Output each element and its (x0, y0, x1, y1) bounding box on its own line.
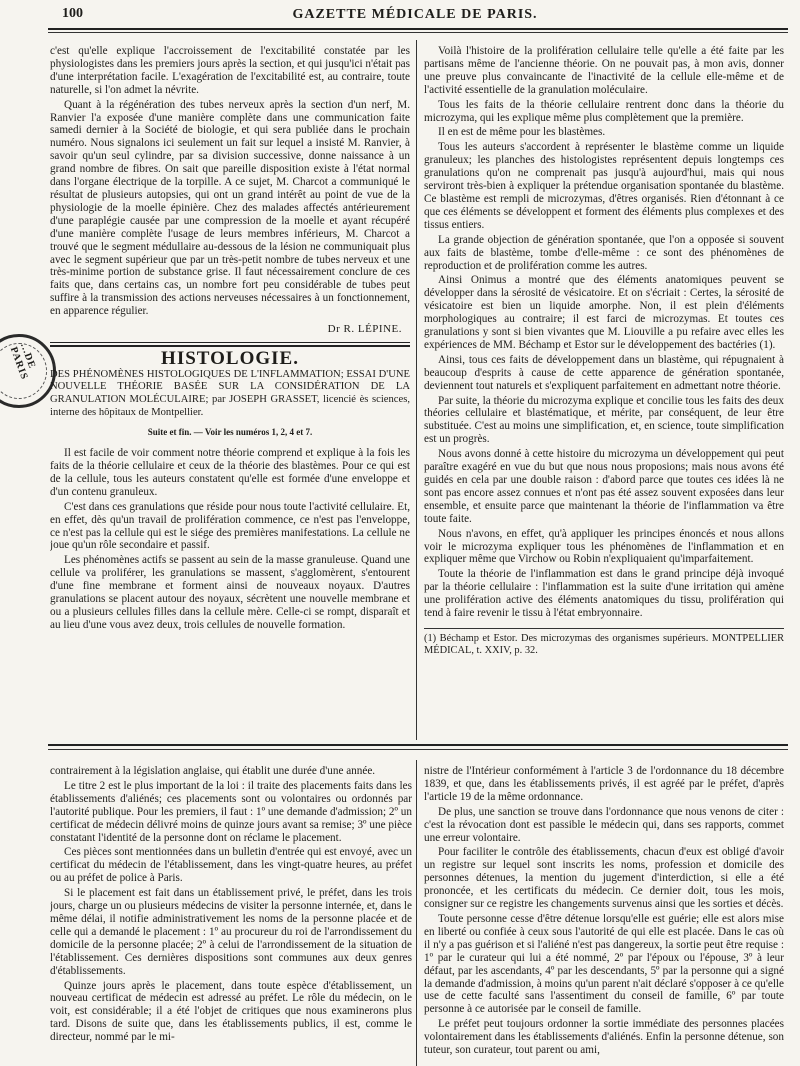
footnote-rule (424, 628, 784, 629)
paragraph: Il est facile de voir comment notre théorie comprend et explique à la fois les faits de la théorie cellulaire et ceux de la théorie des blastèmes. Pour ce qui est de la cellule, tous les auteurs constatent qu'elle est formée d'une enveloppe et d'un contenu granuleux. (50, 447, 410, 498)
paragraph: Ainsi Onimus a montré que des éléments anatomiques peuvent se développer dans la sérosité de vésicatoire. Et on s'écriait : Certes, la sérosité de vésicatoire est bien un liquide amorphe. Non, il est plein d'éléments morphologiques au contraire; il est farci de microzymas. Et toutes ces granulations y sont si bien vivantes que M. Liouville a pu refaire avec elles les expériences de MM. Béchamp et Estor sur le développement des bactéries (1). (424, 274, 784, 351)
page-number: 100 (62, 6, 83, 21)
paragraph: Par suite, la théorie du microzyma explique et concilie tous les faits des deux théories cellulaire et blastématique, et mérite, par conséquent, de leur être substituée. C'est au moins une simplification, et, en science, toute simplification est un progrès. (424, 394, 784, 446)
paragraph: Tous les auteurs s'accordent à représenter le blastème comme un liquide granuleux; les planches des histologistes représentent depuis longtemps ces granulations qu'on ne comprenait pas jusqu'à aujourd'hui, mais qui nous serviront très-bien à expliquer la prétendue organisation spontanée du blastème. Ce blastème est rempli de microzymas, d'êtres organisés. Rien d'étonnant à ce que ces éléments se développent et forment des éléments plus complexes et des tissus entiers. (424, 141, 784, 231)
section-heading: HISTOLOGIE. (161, 347, 299, 369)
paragraph: Si le placement est fait dans un établissement privé, le préfet, dans les trois jours, charge un ou plusieurs médecins de visiter la personne internée, et, dans le même délai, il notifie administrativement les noms de la personne placée et de celle qui a demandé le placement : 1º au procureur du roi de l'arrondissement du domicile de la personne placée; 2º à celui de l'arrondissement de la situation de l'établissement. Ces dernières dispositions sont communes aux deux genres d'établissements. (50, 887, 412, 977)
column-1 (50, 45, 410, 735)
author-signature: Dr R. LÉPINE. (327, 323, 402, 336)
paragraph: c'est qu'elle explique l'accroissement de l'excitabilité constatée par les physiologistes dans les premiers jours après la section, et qui jusqu'ici n'était pas d'une interprétation facile. L'exagération de l'excitabilité est, au contraire, toute naturelle, si l'on admet la névrite. (50, 45, 410, 96)
continuation-note: Suite et fin. — Voir les numéros 1, 2, 4 et 7. (147, 427, 313, 438)
library-stamp (0, 334, 56, 408)
paragraph: Toute la théorie de l'inflammation est dans le grand principe déjà invoqué par la théorie cellulaire : l'inflammation est la suite d'une irritation qui amène une prolifération active des éléments anatomiques du tissu, prolifération qui tend à faire revenir le tissu à l'état embryonnaire. (424, 568, 784, 620)
section-rule-thick (50, 345, 410, 347)
paragraph: Les phénomènes actifs se passent au sein de la masse granuleuse. Quand une cellule va proliférer, les granulations se massent, s'agglomèrent, s'entourent d'une fine membrane et forment ainsi de nouveaux noyaux. D'autres granulations se placent autour des noyaux, sécrètent une nouvelle membrane et ou a plusieurs cellules filles dans la cellule mère. Celle-ci se rompt, disparaît et au lieu d'une vous avez deux, trois cellules de nouvelle formation. (50, 554, 410, 631)
paragraph: Voilà l'histoire de la prolifération cellulaire telle qu'elle a été faite par les partisans même de l'ancienne théorie. On ne pouvait pas, à mon avis, donner une preuve plus convaincante de l'inactivité de la cellule elle-même et de l'activité essentielle de la granulation moléculaire. (424, 45, 784, 96)
page-divider (48, 744, 788, 746)
paragraph: Ainsi, tous ces faits de développement dans un blastème, qui répugnaient à beaucoup d'esprits à cause de cette apparence de génération spontanée, deviennent tout naturels et s'expliquent parfaitement en admettant notre théorie. (424, 353, 784, 392)
running-title: GAZETTE MÉDICALE DE PARIS. (292, 7, 538, 22)
paragraph: Ces pièces sont mentionnées dans un bulletin d'entrée qui est envoyé, avec un certificat du médecin de l'établissement, dans les vingt-quatre heures, au préfet ou au préfet de police à Paris. (50, 846, 412, 885)
paragraph: nistre de l'Intérieur conformément à l'article 3 de l'ordonnance du 18 décembre 1839, et que, dans les établissements privés, il est agréé par le préfet, d'après l'article 19 de la même ordonnance. (424, 765, 784, 803)
column-2 (424, 45, 784, 735)
paragraph: contrairement à la législation anglaise, qui établit une durée d'une année. (50, 765, 376, 777)
stamp-text: ...DE PARIS (7, 341, 38, 382)
page-divider-thin (48, 749, 788, 750)
column-divider-bottom (416, 760, 417, 1066)
paragraph: C'est dans ces granulations que réside pour nous toute l'activité cellulaire. Et, en effet, dès qu'un travail de prolifération commence, ce n'est pas l'enveloppe, ce n'est pas la cellule qui est le siége des premières manifestations. La cellule ne joue qu'un rôle secondaire et passif. (50, 500, 410, 552)
header-rule-thin (48, 32, 788, 33)
paragraph: De plus, une sanction se trouve dans l'ordonnance que nous venons de citer : c'est la révocation dont est passible le médecin qui, dans ses rapports, commet une erreur volontaire. (424, 805, 784, 844)
paragraph: Toute personne cesse d'être détenue lorsqu'elle est guérie; elle est alors mise en liberté ou confiée à ceux sous l'autorité de qui elle est placée. Dans le cas où il n'y a pas guérison et si l'aliéné n'est pas dangereux, la sortie peut être requise : 1º par le curateur qui lui a été nommé, 2º par l'époux ou l'épouse, 3º à leur défaut, par les ascendants, 4º par les descendants, 5º par la personne qui a signé la demande d'admission, à moins qu'un parent n'ait déclaré s'opposer à ce qu'elle use de cette faculté sans l'assentiment du conseil de famille, 6º par toute personne à ce autorisée par le conseil de famille. (424, 912, 784, 1016)
paragraph: Quinze jours après le placement, dans toute espèce d'établissement, un nouveau certificat de médecin est adressé au préfet. Le rôle du médecin, on le voit, est considérable; il a été l'objet de critiques que nous examinerons plus tard. Disons de suite que, dans les établissements publics, il est, comme le directeur, nommé par le mi- (50, 979, 412, 1044)
paragraph: Tous les faits de la théorie cellulaire rentrent donc dans la théorie du microzyma, qui les explique même plus complètement que la première. (424, 98, 784, 124)
column-divider-top (416, 40, 417, 740)
column-3 (50, 765, 412, 1065)
paragraph: Il en est de même pour les blastèmes. (438, 126, 606, 139)
article-title: DES PHÉNOMÈNES HISTOLOGIQUES DE L'INFLAMMATION; ESSAI D'UNE NOUVELLE THÉORIE BASÉE SUR LA CONSIDÉRATION DE LA GRANULATION MOLÉCULAIRE; par JOSEPH GRASSET, licencié ès sciences, interne des hôpitaux de Montpellier. (50, 368, 410, 418)
paragraph: La grande objection de génération spontanée, que l'on a opposée si souvent aux faits de blastème, tombe d'elle-même : ce sont des phénomènes de reproduction et de prolifération comme les autres. (424, 233, 784, 272)
paragraph: Quant à la régénération des tubes nerveux après la section d'un nerf, M. Ranvier l'a exposée d'une manière complète dans une communication faite samedi dernier à la Société de biologie, et qui sera publiée dans le prochain numéro. Nous signalons ici seulement un fait sur lequel a insisté M. Ranvier, à savoir qu'un seul cylindre, par sa division successive, donne naissance à un grand nombre de fibres. On sait que pareille disposition existe à l'état normal dans l'organe électrique de la torpille. A ce sujet, M. Charcot a communiqué le résultat de plusieurs autopsies, qui ont un grand intérêt au point de vue de la physiologie de la moelle épinière. Chez des malades affectés antérieurement d'une paraplégie causée par une compression de la moelle et ayant récupéré d'une manière complète l'usage de leurs membres inférieurs, M. Charcot a trouvé que le segment médullaire au-dessous de la lésion ne communiquait plus avec le segment supérieur que par un très-petit nombre de tubes nerveux et une très-minime portion de substance grise. Il faut nécessairement conclure de ces faits que, dans certains cas, un nombre fort peu considérable de tubes peut suffire à la transmission des actions nerveuses nécessaires à un fonctionnement, en apparence régulier. (50, 98, 410, 318)
column-4 (424, 765, 784, 1065)
paragraph: Le titre 2 est le plus important de la loi : il traite des placements faits dans les établissements d'aliénés; ces placements sont ou volontaires ou ordonnés par l'autorité publique. Pour les premiers, il faut : 1º une demande d'admission; 2º un certificat de médecin délivré moins de quinze jours avant sa remise; 3º une pièce constatant l'identité de la personne dont on réclame le placement. (50, 779, 412, 844)
paragraph: Nous n'avons, en effet, qu'à appliquer les principes énoncés et nous allons voir le microzyma expliquer tous les phénomènes de l'inflammation et en expliquer même que Virchow ou Robin n'expliquaient qu'imparfaitement. (424, 527, 784, 566)
paragraph: Nous avons donné à cette histoire du microzyma un développement qui peut paraître exagéré en vue du but que nous nous proposions; mais nous avons été guidés en cela par une double raison : d'abord parce que toutes ces idées là ne sont pas encore assez connues et n'ont pas été assez souvent exposées dans leur ensemble, et ensuite parce que maintenant la théorie de l'inflammation va être toute faite. (424, 448, 784, 525)
paragraph: Pour faciliter le contrôle des établissements, chacun d'eux est obligé d'avoir un registre sur lequel sont inscrits les noms, profession et domicile des personnes détenues, la mention du jugement d'interdiction, si elle a été prononcée, et les certificats du médecin. Ce dernier doit, tous les mois, consigner sur ce registre les changements survenus ainsi que les sorties et décès. (424, 846, 784, 911)
paragraph: Le préfet peut toujours ordonner la sortie immédiate des personnes placées volontairement dans les établissements d'aliénés. Enfin la personne détenue, son tuteur, son curateur, tout parent ou ami, (424, 1018, 784, 1057)
header-rule (48, 28, 788, 30)
section-rule (50, 342, 410, 343)
footnote: (1) Béchamp et Estor. Des microzymas des organismes supérieurs. MONTPELLIER MÉDICAL, t. XXIV, p. 32. (424, 632, 784, 657)
